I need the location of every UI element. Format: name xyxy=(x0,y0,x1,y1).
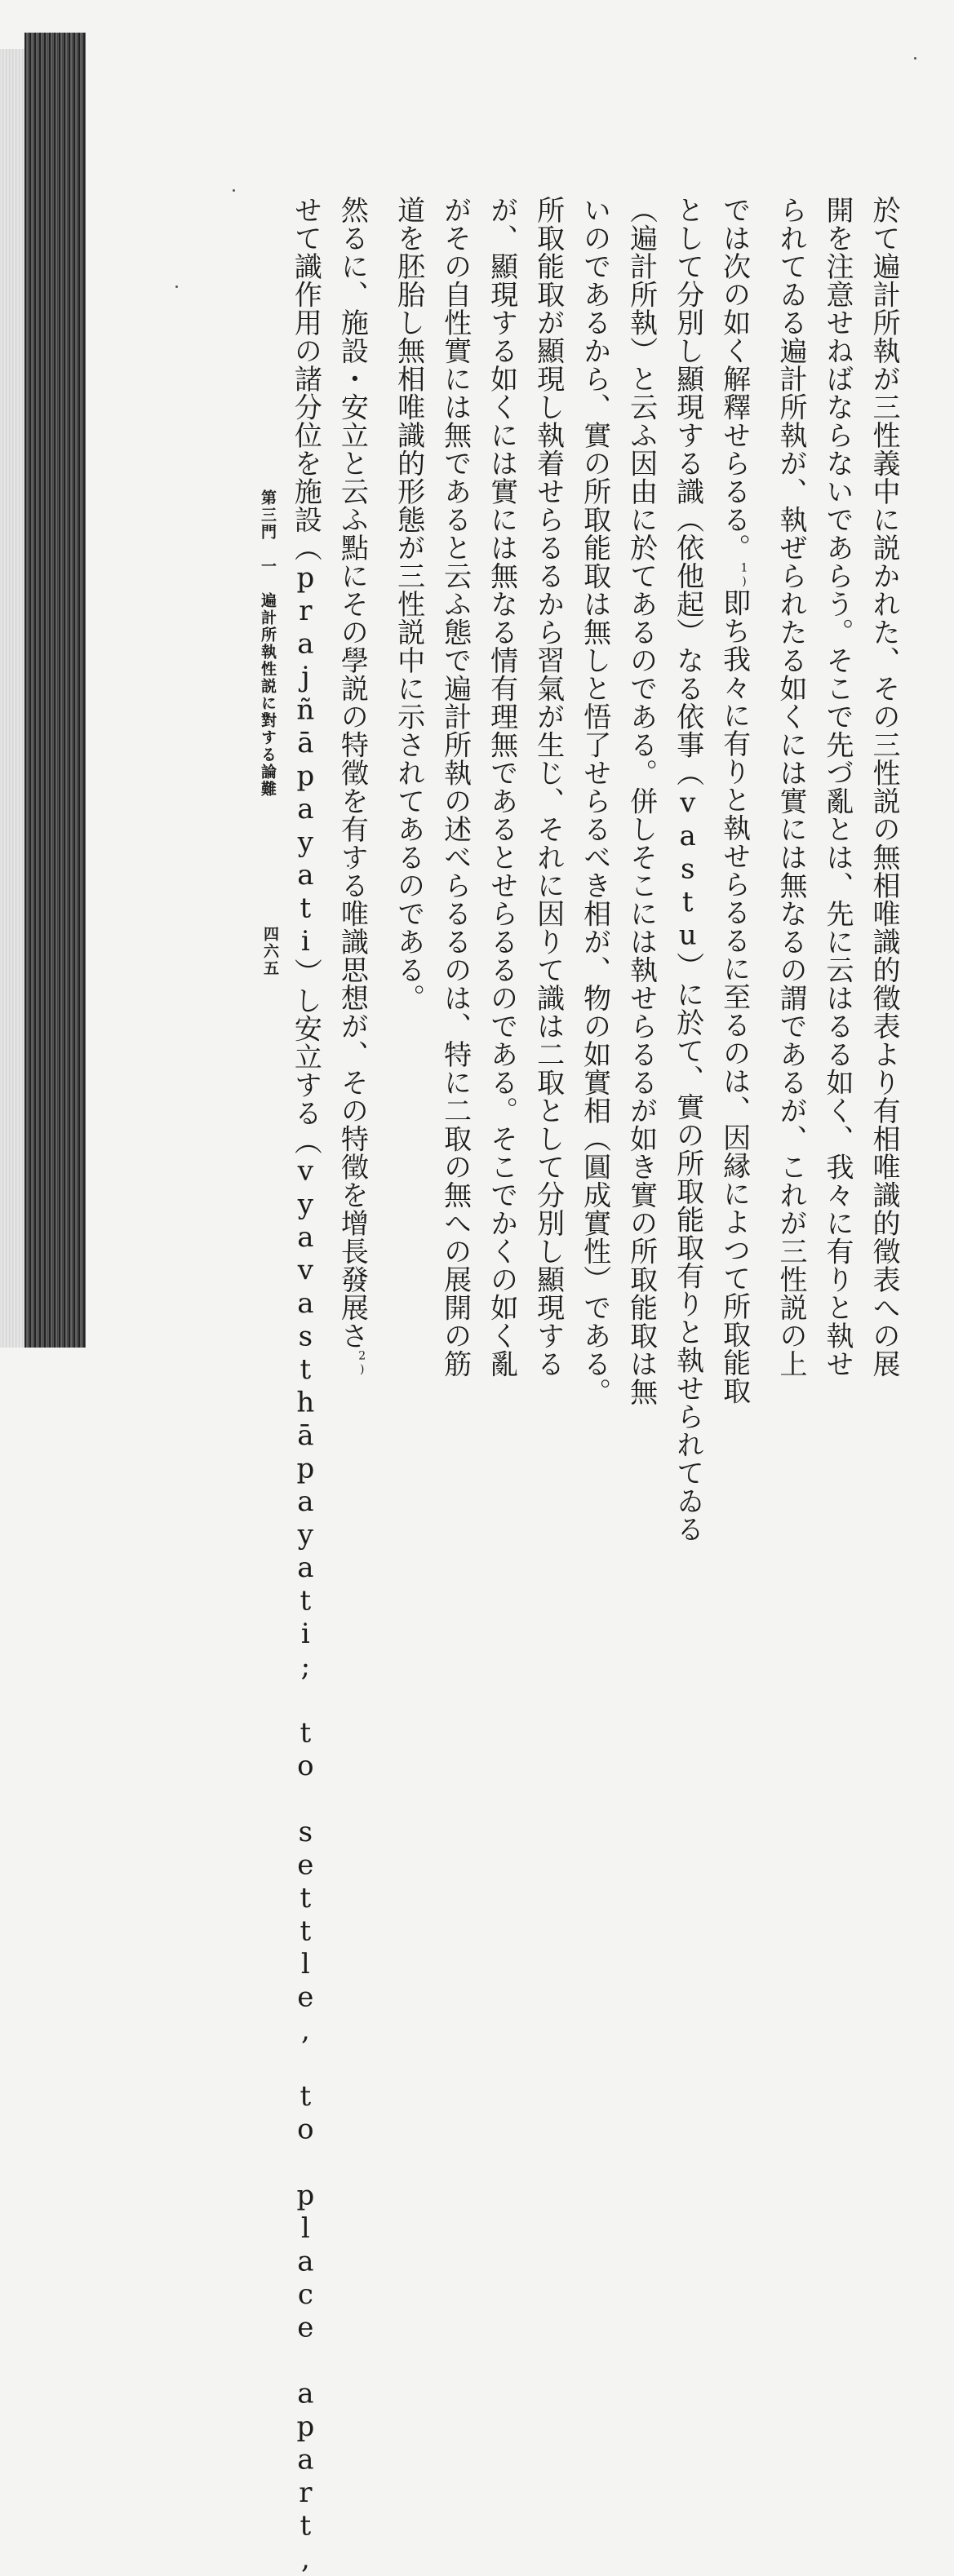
text-column-1: 於て遍計所執が三性義中に説かれた、その三性説の無相唯識的徵表より有相唯識的徵表への展 xyxy=(867,196,900,1378)
text-column-10: がその自性實には無であると云ふ態で遍計所執の述べらるるのは、特に二取の無への展開の筋 xyxy=(438,196,472,1378)
text-column-3: られてゐる遍計所執が、執ぜられたる如くには實には無なるの謂であるが、これが三性説の上 xyxy=(774,196,807,1378)
running-head: 第三門 一 遍計所執性説に對する論難 xyxy=(259,489,277,798)
text-column-6: （遍計所執）と云ふ因由に於てあるのである。併しそこには執せらるるが如き實の所取能取は無 xyxy=(624,196,658,1406)
text-column-9: が、顯現する如くには實には無なる情有理無であるとせらるるのである。そこでかくの如く亂 xyxy=(485,196,518,1378)
text-column-12-text: 然るに、施設・安立と云ふ點にその學説の特徵を有する唯識思想が、その特徵を增長發展さ xyxy=(335,196,369,1350)
scan-speck xyxy=(233,189,235,192)
page-footer xyxy=(257,489,279,1126)
binding-shadow xyxy=(0,49,24,1348)
footnote-marker-1: 1) xyxy=(738,561,751,589)
text-column-11-text: 道を胚胎し無相唯識的形態が三性説中に示されてあるのである。 xyxy=(392,196,425,1012)
text-column-4-end: 即ち我々に有りと執せらるるに至るのは、因縁によつて所取能取 xyxy=(717,588,751,1405)
text-column-2: 開を注意せねばならないであらう。そこで先づ亂とは、先に云はるる如く、我々に有りと執せ xyxy=(821,196,854,1378)
text-column-8: 所取能取が顯現し執着せらるるから習氣が生じ、それに因りて識は二取として分別し顯現する xyxy=(531,196,565,1378)
scan-speck xyxy=(914,57,916,60)
footnote-marker-2: 2) xyxy=(355,1349,369,1377)
text-column-11 xyxy=(385,196,432,1305)
page-number: 四六五 xyxy=(261,926,279,977)
text-column-4-start: では次の如く解釋せらるる。 xyxy=(717,196,751,562)
text-column-13: せて識作用の諸分位を施設（prajñāpayati）し安立する（vyavasthāpayati; to settle, to place apart, xyxy=(289,196,322,2576)
text-column-7: いのであるから、實の所取能取は無しと悟了せらるべき相が、物の如實相（圓成實性）である。 xyxy=(578,196,611,1406)
scan-speck xyxy=(175,285,178,288)
text-column-5: として分別し顯現する識（依他起）なる依事（vastu）に於て、實の所取能取有りと執せられてゐる xyxy=(671,196,704,1543)
text-column-12 xyxy=(328,196,384,1377)
text-column-4 xyxy=(711,196,767,1405)
vertical-text-body xyxy=(282,196,907,2576)
book-spine xyxy=(24,33,86,1348)
